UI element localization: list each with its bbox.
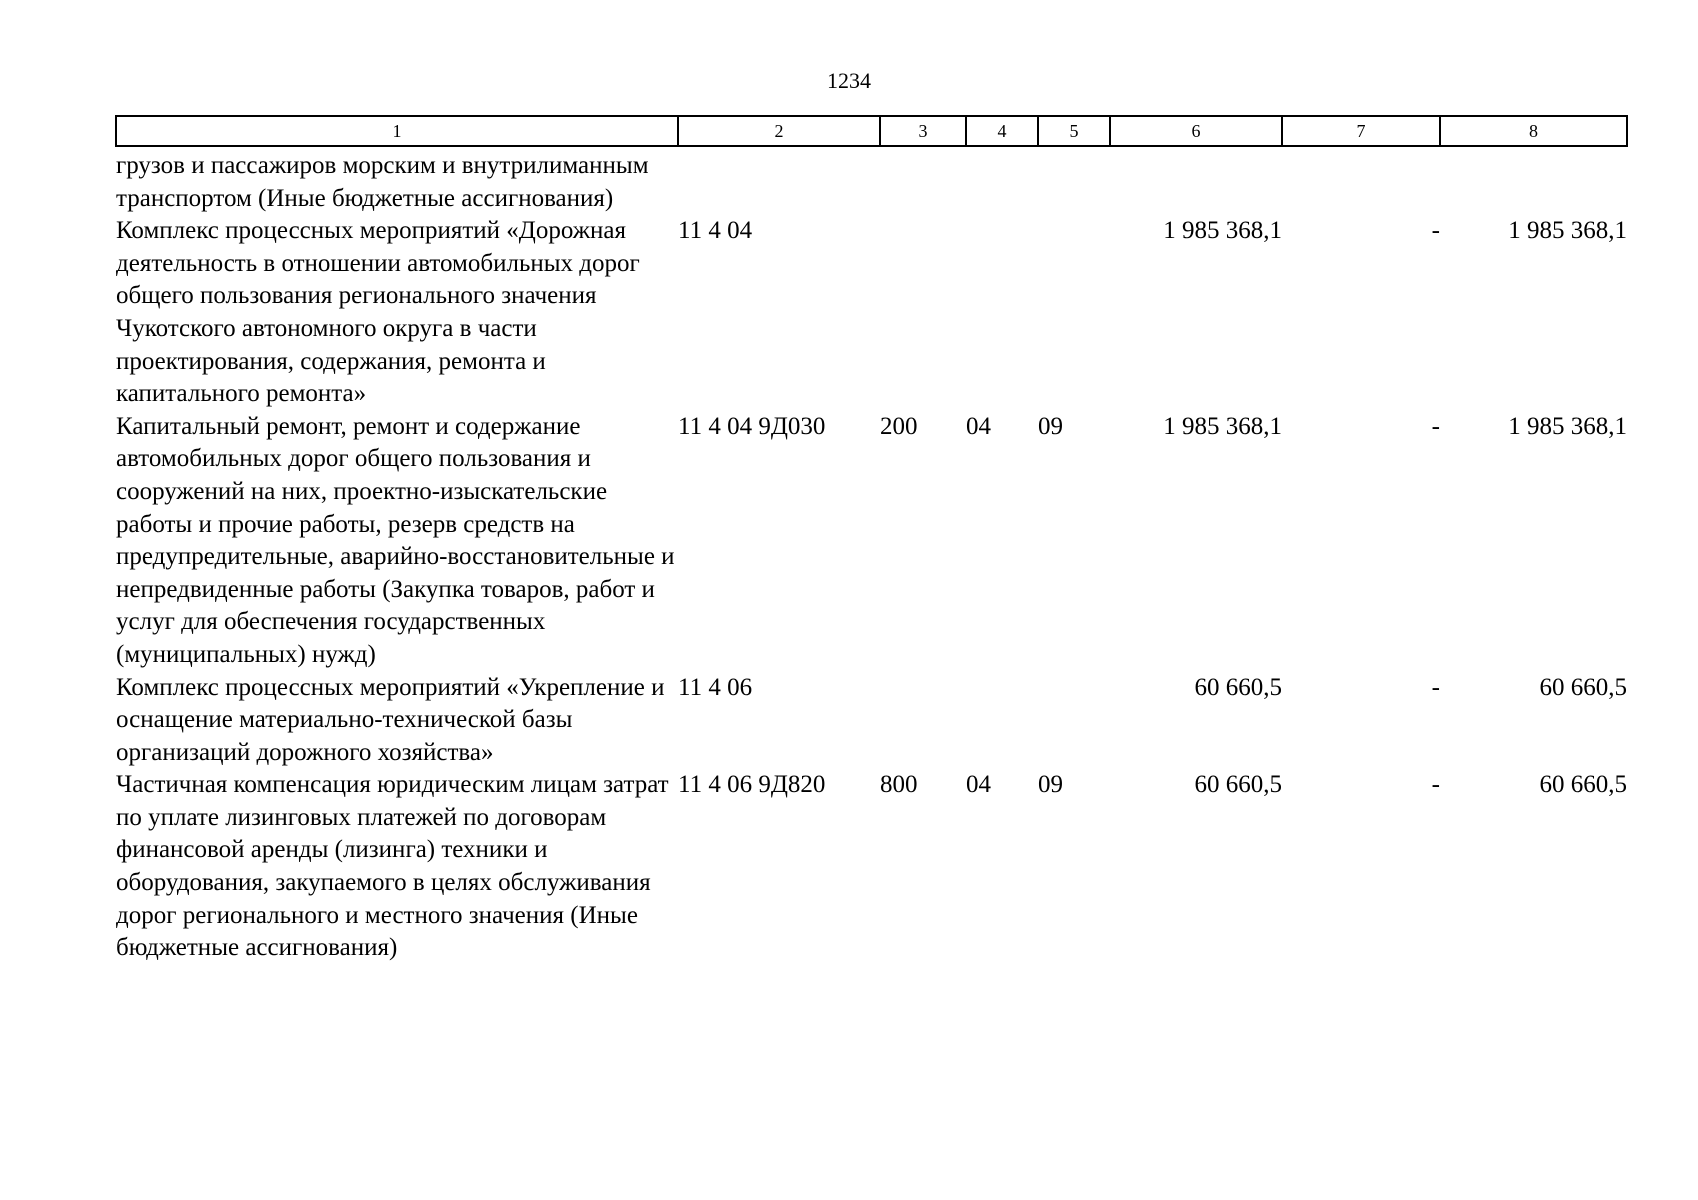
row-amount-final: 1 985 368,1 bbox=[1508, 412, 1627, 440]
table-row bbox=[116, 411, 1627, 672]
row-subsection bbox=[1038, 215, 1110, 411]
row-section bbox=[966, 672, 1038, 770]
row-amount-original bbox=[1110, 146, 1282, 215]
row-subsection: 09 bbox=[1038, 412, 1063, 440]
table-row bbox=[116, 215, 1627, 411]
row-amount-change: - bbox=[1431, 217, 1440, 245]
row-amount-original: 60 660,5 bbox=[1194, 673, 1282, 701]
row-amount-final bbox=[1440, 146, 1627, 215]
row-amount-final: 60 660,5 bbox=[1539, 771, 1627, 799]
row-section: 04 bbox=[966, 412, 991, 440]
row-amount-final: 1 985 368,1 bbox=[1508, 217, 1627, 245]
row-section: 04 bbox=[966, 771, 991, 799]
row-section bbox=[966, 146, 1038, 215]
row-subsection bbox=[1038, 672, 1110, 770]
row-name: Капитальный ремонт, ремонт и содержание автомобильных дорог общего пользования и сооружений на них, проектно-изыскательские работы и прочие работы, резерв средств на предупредительные, аварийно-восстановительные и непредвиденные работы (Закупка товаров, работ и услуг для обеспечения государственных (муниципальных) нужд) bbox=[116, 412, 675, 668]
row-amount-original: 1 985 368,1 bbox=[1163, 217, 1282, 245]
budget-table bbox=[115, 115, 1628, 965]
row-name: Частичная компенсация юридическим лицам затрат по уплате лизинговых платежей по договорам финансовой аренды (лизинга) техники и оборудования, закупаемого в целях обслуживания дорог регионального и местного значения (Иные бюджетные ассигнования) bbox=[116, 771, 669, 962]
row-program-code: 11 4 04 9Д030 bbox=[678, 412, 826, 440]
column-header-6: 6 bbox=[1110, 116, 1282, 146]
row-program-code: 11 4 06 9Д820 bbox=[678, 771, 826, 799]
column-header-1: 1 bbox=[116, 116, 678, 146]
row-amount-change: - bbox=[1431, 673, 1440, 701]
column-header-2: 2 bbox=[678, 116, 880, 146]
row-section bbox=[966, 215, 1038, 411]
row-expense-type bbox=[880, 672, 966, 770]
row-amount-change bbox=[1282, 146, 1440, 215]
table-row bbox=[116, 672, 1627, 770]
row-expense-type bbox=[880, 146, 966, 215]
column-header-4: 4 bbox=[966, 116, 1038, 146]
row-name: грузов и пассажиров морским и внутрилиманным транспортом (Иные бюджетные ассигнования) bbox=[116, 152, 649, 212]
column-header-8: 8 bbox=[1440, 116, 1627, 146]
row-amount-change: - bbox=[1431, 771, 1440, 799]
row-name: Комплекс процессных мероприятий «Дорожная деятельность в отношении автомобильных дорог общего пользования регионального значения Чукотского автономного округа в части проектирования, содержания, ремонта и капитального ремонта» bbox=[116, 217, 640, 408]
table-row bbox=[116, 146, 1627, 215]
row-expense-type: 200 bbox=[880, 412, 918, 440]
row-program-code: 11 4 04 bbox=[678, 217, 753, 245]
row-amount-original: 60 660,5 bbox=[1194, 771, 1282, 799]
row-expense-type: 800 bbox=[880, 771, 918, 799]
column-header-5: 5 bbox=[1038, 116, 1110, 146]
row-amount-final: 60 660,5 bbox=[1539, 673, 1627, 701]
page-number: 1234 bbox=[827, 68, 871, 93]
row-expense-type bbox=[880, 215, 966, 411]
row-name: Комплекс процессных мероприятий «Укрепление и оснащение материально-технической базы организаций дорожного хозяйства» bbox=[116, 673, 665, 766]
row-subsection bbox=[1038, 146, 1110, 215]
row-amount-change: - bbox=[1431, 412, 1440, 440]
table-row bbox=[116, 769, 1627, 965]
row-program-code: 11 4 06 bbox=[678, 673, 753, 701]
column-number-header-row bbox=[116, 116, 1627, 146]
column-header-3: 3 bbox=[880, 116, 966, 146]
row-amount-original: 1 985 368,1 bbox=[1163, 412, 1282, 440]
row-subsection: 09 bbox=[1038, 771, 1063, 799]
column-header-7: 7 bbox=[1282, 116, 1440, 146]
row-program-code bbox=[678, 146, 880, 215]
